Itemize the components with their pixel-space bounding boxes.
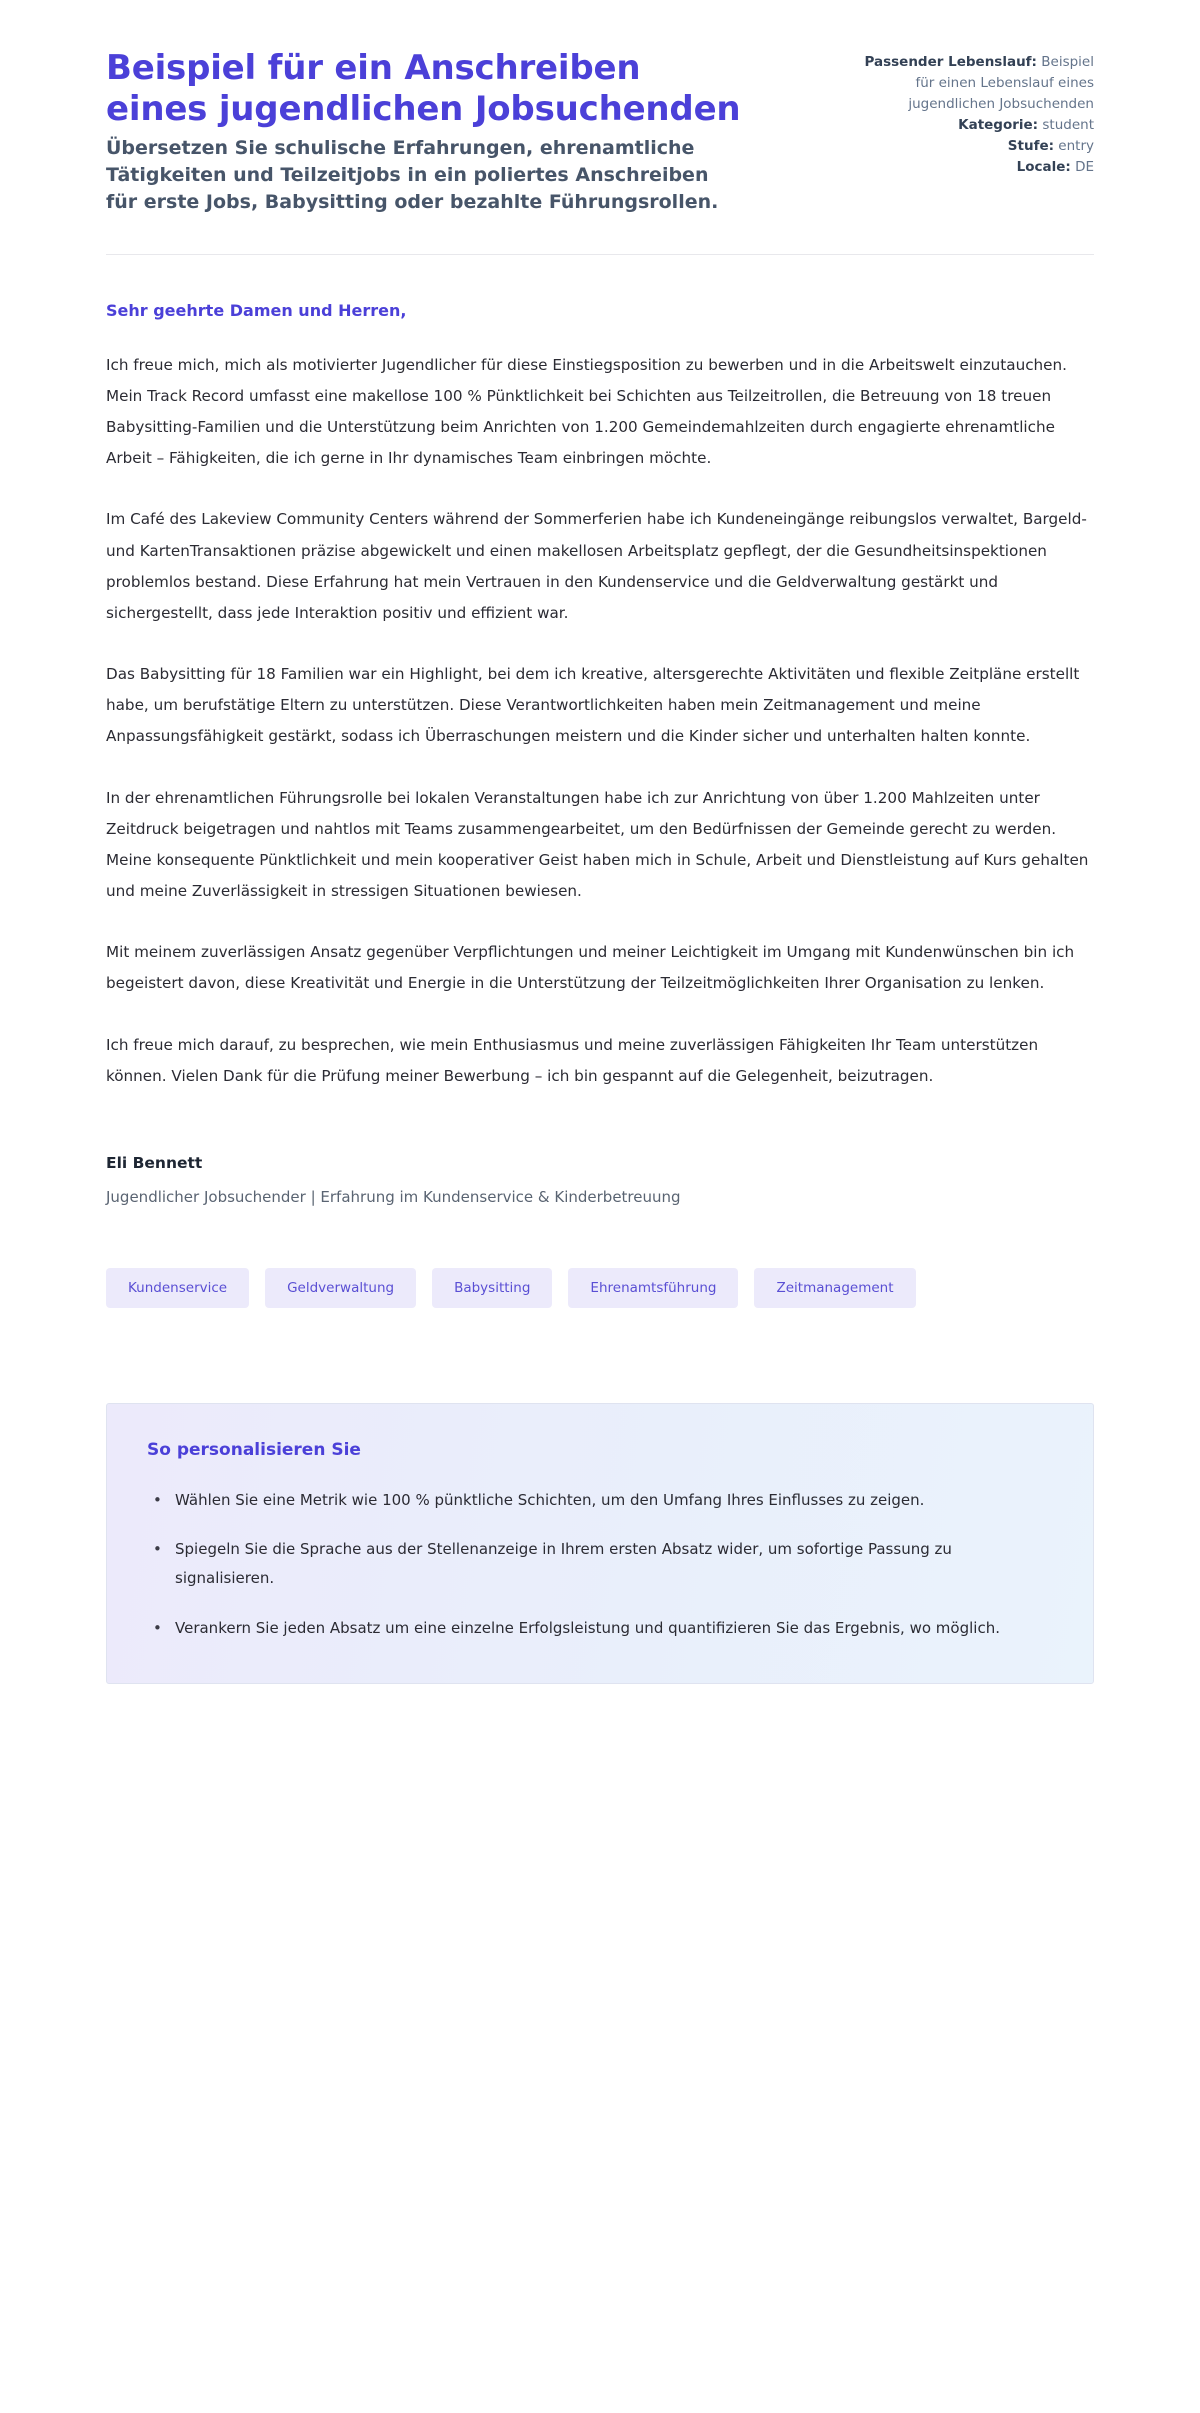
- tag-chip[interactable]: Babysitting: [432, 1268, 552, 1308]
- tag-chip[interactable]: Zeitmanagement: [754, 1268, 915, 1308]
- meta-category: [864, 115, 1094, 136]
- letter-paragraph: Das Babysitting für 18 Familien war ein Highlight, bei dem ich kreative, altersgerechte Aktivitäten und flexible Zeitpläne erstellt habe, um berufstätige Eltern zu unterstützen. Diese Verantwortlichkeiten haben mein Zeitmanagement und meine Anpassungsfähigkeit gestärkt, sodass ich Überraschungen meistern und die Kinder sicher und unterhalten halten konnte.: [106, 665, 1080, 746]
- page-subtitle: Übersetzen Sie schulische Erfahrungen, ehrenamtliche Tätigkeiten und Teilzeitjobs in ein poliertes Anschreiben für erste Jobs, Babysitting oder bezahlte Führungsrollen.: [106, 136, 719, 213]
- callout-tip-item: • Verankern Sie jeden Absatz um eine einzelne Erfolgsleistung und quantifizieren Sie das Ergebnis, wo möglich.: [147, 1614, 1053, 1643]
- meta-level-label: Stufe:: [1007, 137, 1054, 154]
- meta-category-value: student: [1042, 116, 1094, 133]
- letter-paragraph: Ich freue mich darauf, zu besprechen, wie mein Enthusiasmus und meine zuverlässigen Fähigkeiten Ihr Team unterstützen können. Vielen Dank für die Prüfung meiner Bewerbung – ich bin gespannt auf die Gelegenheit, beizutragen.: [106, 1035, 1039, 1085]
- letter-paragraph: Ich freue mich, mich als motivierter Jugendlicher für diese Einstiegsposition zu bewerben und in die Arbeitswelt einzutauchen. Mein Track Record umfasst eine makellose 100 % Pünktlichkeit bei Schichten aus Teilzeitrollen, die Betreuung von 18 treuen Babysitting-Familien und die Unterstützung beim Anrichten von 1.200 Gemeindemahlzeiten durch engagierte ehrenamtliche Arbeit – Fähigkeiten, die ich gerne in Ihr dynamisches Team einbringen möchte.: [106, 355, 1067, 468]
- letter-paragraph: In der ehrenamtlichen Führungsrolle bei lokalen Veranstaltungen habe ich zur Anrichtung von über 1.200 Mahlzeiten unter Zeitdruck beigetragen und nahtlos mit Teams zusammengearbeitet, um den Bedürfnissen der Gemeinde gerecht zu werden. Meine konsequente Pünktlichkeit und mein kooperativer Geist haben mich in Schule, Arbeit und Dienstleistung auf Kurs gehalten und meine Zuverlässigkeit in stressigen Situationen bewiesen.: [106, 788, 1089, 901]
- meta-locale-value: DE: [1075, 158, 1094, 175]
- signature-role: Jugendlicher Jobsuchender | Erfahrung im Kundenservice & Kinderbetreuung: [106, 1187, 681, 1206]
- signature-name: Eli Bennett: [106, 1153, 203, 1172]
- signature-block: [0, 1154, 1200, 1206]
- letter-paragraph: Im Café des Lakeview Community Centers während der Sommerferien habe ich Kundeneingänge reibungslos verwaltet, Bargeld- und KartenTransaktionen präzise abgewickelt und einen makellosen Arbeitsplatz gepflegt, der die Gesundheitsinspektionen problemlos bestand. Diese Erfahrung hat mein Vertrauen in den Kundenservice und die Geldverwaltung gestärkt und sichergestellt, dass jede Interaktion positiv und effizient war.: [106, 510, 1087, 622]
- letter-paragraph: Mit meinem zuverlässigen Ansatz gegenüber Verpflichtungen und meiner Leichtigkeit im Umgang mit Kundenwünschen bin ich begeistert davon, diese Kreativität und Energie in die Unterstützung der Teilzeitmöglichkeiten Ihrer Organisation zu lenken.: [106, 943, 1075, 993]
- meta-matching-resume-label: Passender Lebenslauf:: [864, 54, 1037, 70]
- bottom-spacer: [0, 1684, 1200, 1754]
- meta-locale-label: Locale:: [1016, 158, 1071, 175]
- meta-matching-resume: [864, 52, 1094, 115]
- document-header: [0, 0, 1200, 216]
- document-metadata: [864, 48, 1094, 178]
- meta-level-value: entry: [1058, 137, 1094, 154]
- letter-salutation: Sehr geehrte Damen und Herren,: [106, 300, 407, 320]
- meta-category-label: Kategorie:: [958, 116, 1039, 133]
- header-text-block: [106, 48, 746, 216]
- meta-locale: [864, 157, 1094, 178]
- callout-tip-item: • Spiegeln Sie die Sprache aus der Stellenanzeige in Ihrem ersten Absatz wider, um sofortige Passung zu signalisieren.: [147, 1535, 1053, 1594]
- meta-level: [864, 136, 1094, 157]
- meta-matching-resume-value: Beispiel für einen Lebenslauf eines jugendlichen Jobsuchenden: [908, 54, 1094, 112]
- letter-body: [0, 301, 1200, 1092]
- tag-chip[interactable]: Geldverwaltung: [265, 1268, 416, 1308]
- callout-tip-item: • Wählen Sie eine Metrik wie 100 % pünktliche Schichten, um den Umfang Ihres Einflusses zu zeigen.: [147, 1486, 1053, 1515]
- header-divider: [106, 254, 1094, 255]
- callout-tip-list: [147, 1486, 1053, 1643]
- tag-chip[interactable]: Ehrenamtsführung: [568, 1268, 738, 1308]
- page-title: Beispiel für ein Anschreiben eines jugendlichen Jobsuchenden: [106, 48, 741, 130]
- personalization-callout: [106, 1403, 1094, 1684]
- tag-list: [0, 1268, 1200, 1308]
- callout-title: So personalisieren Sie: [147, 1439, 361, 1460]
- tag-chip[interactable]: Kundenservice: [106, 1268, 249, 1308]
